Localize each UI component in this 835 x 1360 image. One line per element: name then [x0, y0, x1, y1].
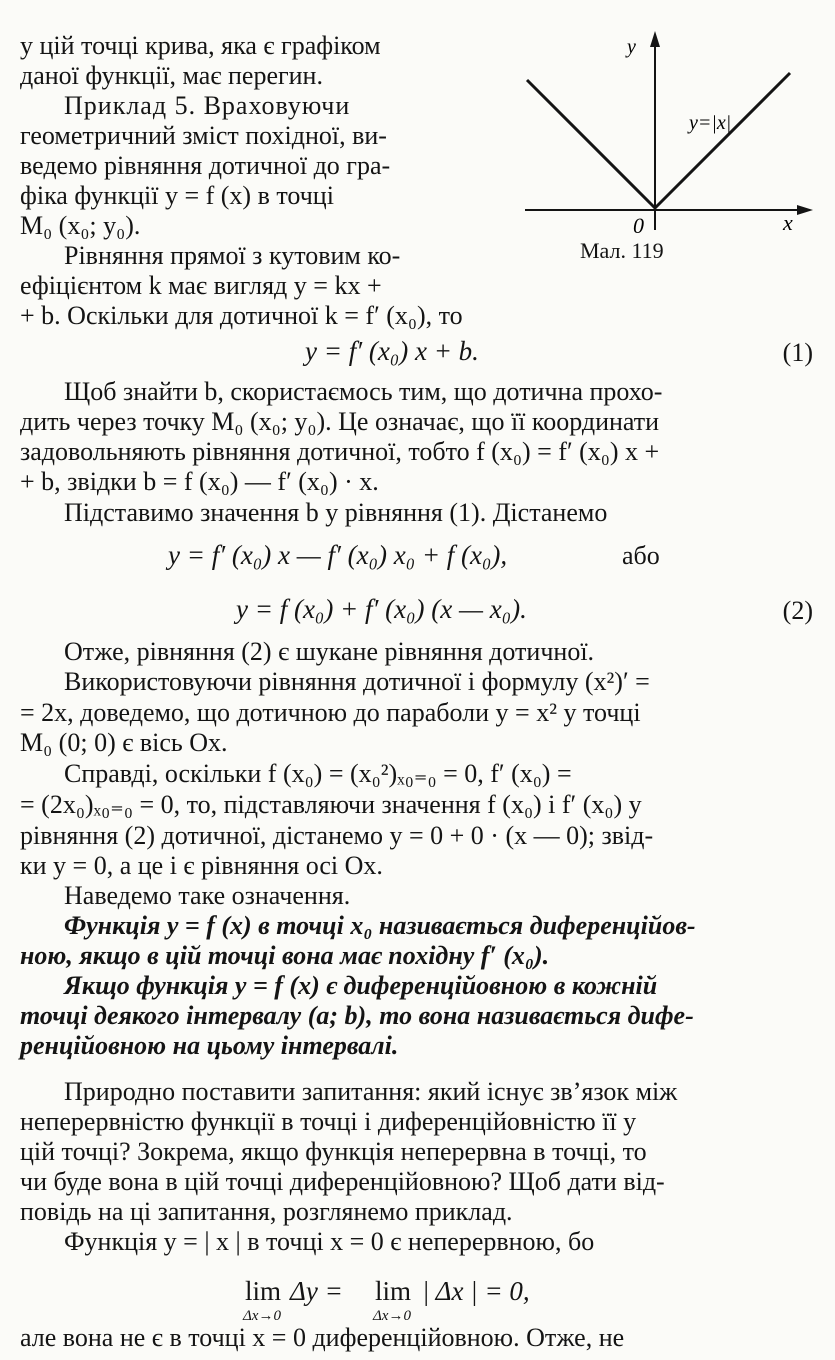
figure-caption: Мал. 119 — [580, 238, 664, 263]
equation-2a: y = f′ (x₀) x — f′ (x₀) x₀ + f (x₀), — [168, 540, 508, 570]
lim-1-body: Δy = — [290, 1276, 343, 1306]
example-heading: Приклад 5. Враховуючи — [64, 91, 351, 120]
abs-left-branch — [527, 80, 655, 208]
definition-line: Якщо функція y = f (x) є диференційовною в кожній — [64, 971, 658, 1000]
text-line: Функція y = | x | в точці x = 0 є неперервною, бо — [64, 1227, 595, 1256]
abs-function-figure — [515, 25, 825, 275]
abs-right-branch — [655, 73, 790, 208]
text-line: ведемо рівняння дотичної до гра- — [20, 151, 391, 180]
text-line: повідь на ці запитання, розглянемо приклад. — [20, 1197, 513, 1226]
text-line: + b, звідки b = f (x₀) — f′ (x₀) · x. — [20, 467, 379, 496]
equation-1-number: (1) — [782, 338, 813, 367]
lim-1: lim — [245, 1276, 282, 1306]
text-line: Підставимо значення b у рівняння (1). Дістанемо — [64, 498, 608, 527]
x-axis-arrow — [797, 205, 813, 215]
y-axis-arrow — [650, 31, 660, 47]
text-line: неперервністю функції в точці і диференційовністю її у — [20, 1107, 637, 1136]
y-axis-label: y — [627, 36, 636, 58]
text-line: ефіцієнтом k має вигляд y = kx + — [20, 271, 382, 300]
text-line: задовольняють рівняння дотичної, тобто f (x₀) = f′ (x₀) x + — [20, 437, 660, 466]
text-line: Щоб знайти b, скористаємось тим, що дотична прохо- — [64, 377, 663, 406]
text-line: M₀ (0; 0) є вісь Ox. — [20, 728, 228, 757]
equation-2-number: (2) — [782, 596, 813, 625]
text-line: Природно поставити запитання: який існує зв’язок між — [64, 1077, 678, 1106]
definition-line: ренційовною на цьому інтервалі. — [20, 1031, 399, 1060]
text-line: геометричний зміст похідної, ви- — [20, 121, 387, 150]
equation-1: y = f′ (x₀) x + b. — [305, 336, 479, 366]
text-line: M₀ (x₀; y₀). — [20, 211, 141, 240]
text-line: цій точці? Зокрема, якщо функція неперервна в точці, то — [20, 1137, 647, 1166]
text-line: у цій точці крива, яка є графіком — [20, 31, 381, 60]
definition-line: точці деякого інтервалу (a; b), то вона називається дифе- — [20, 1001, 694, 1030]
text-line: ки y = 0, а це і є рівняння осі Ox. — [20, 851, 383, 880]
text-line: = (2x₀)ₓ₀₌₀ = 0, то, підставляючи значення f (x₀) і f′ (x₀) у — [20, 790, 642, 819]
text-line: Отже, рівняння (2) є шукане рівняння дотичної. — [64, 637, 595, 666]
equation-2: y = f (x₀) + f′ (x₀) (x — x₀). — [236, 594, 527, 624]
text-line: дить через точку M₀ (x₀; y₀). Це означає, що її координати — [20, 407, 660, 436]
lim-2-subscript: Δx→0 — [373, 1308, 411, 1324]
lim-1-subscript: Δx→0 — [243, 1308, 281, 1324]
text-line: + b. Оскільки для дотичної k = f′ (x₀), то — [20, 301, 463, 330]
text-line: Наведемо таке означення. — [64, 881, 351, 910]
lim-2-body: | Δx | = 0, — [422, 1276, 530, 1306]
text-line: Рівняння прямої з кутовим ко- — [64, 241, 401, 270]
text-line: чи буде вона в цій точці диференційовною? Щоб дати від- — [20, 1167, 665, 1196]
definition-line: Функція y = f (x) в точці x₀ називається диференційов- — [64, 911, 696, 940]
text-line: Справді, оскільки f (x₀) = (x₀²)ₓ₀₌₀ = 0, f′ (x₀) = — [64, 759, 572, 788]
text-line: рівняння (2) дотичної, дістанемо y = 0 + 0 · (x — 0); звід- — [20, 821, 654, 850]
text-line: даної функції, має перегин. — [20, 61, 323, 90]
text-line: але вона не є в точці x = 0 диференційовною. Отже, не — [20, 1323, 625, 1352]
definition-line: ною, якщо в цій точці вона має похідну f′ (x₀). — [20, 941, 550, 970]
curve-label: y=|x| — [689, 112, 732, 134]
origin-label: 0 — [633, 213, 644, 238]
x-axis-label: x — [783, 210, 793, 235]
text-line: Використовуючи рівняння дотичної і формулу (x²)′ = — [64, 667, 650, 696]
equation-2a-or: або — [622, 541, 660, 570]
text-line: фіка функції y = f (x) в точці — [20, 181, 334, 210]
text-line: = 2x, доведемо, що дотичною до параболи y = x² у точці — [20, 698, 641, 727]
lim-2: lim — [375, 1276, 412, 1306]
